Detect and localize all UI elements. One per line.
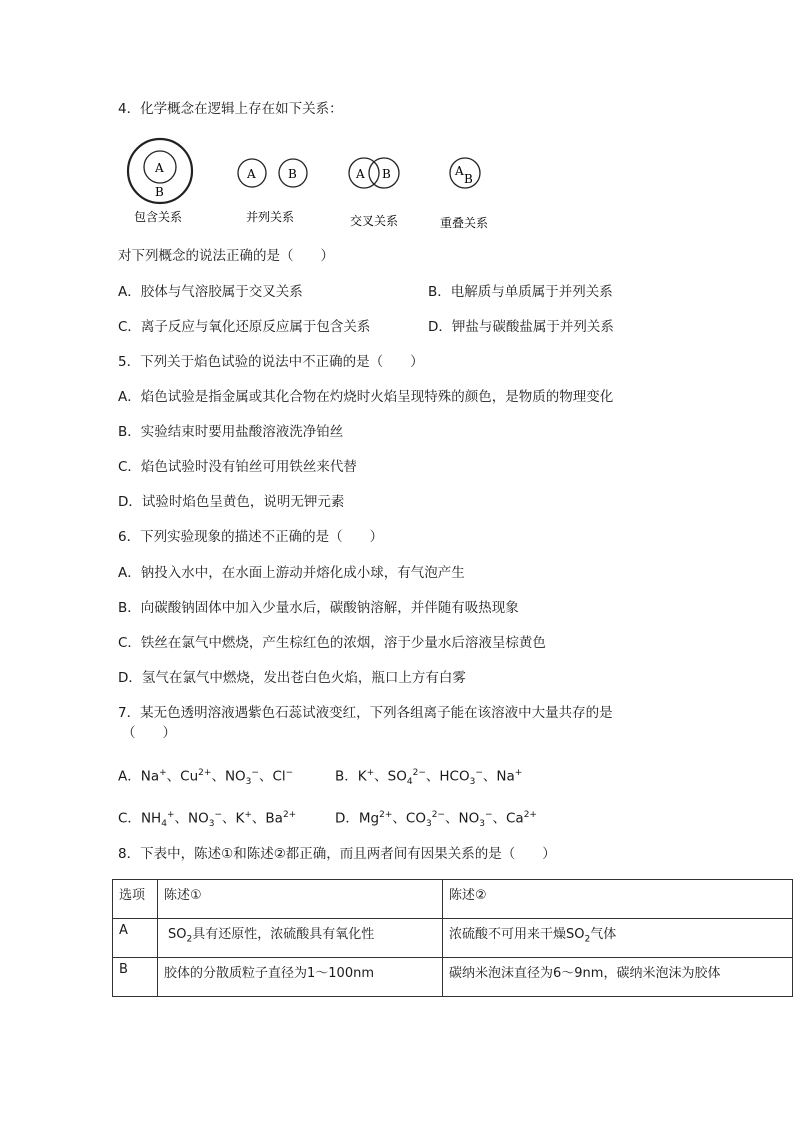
row-b-statement-1: 胶体的分散质粒子直径为1～100nm xyxy=(158,958,443,997)
overlap-a-label: A xyxy=(455,164,464,178)
table-row xyxy=(113,958,793,997)
q5-option-c: C．焰色试验时没有铂丝可用铁丝来代替 xyxy=(118,459,357,475)
row-a-statement-1: $SO_2$具有还原性，浓硫酸具有氧化性 xyxy=(158,919,443,958)
q8-table xyxy=(112,879,793,997)
header-option: 选项 xyxy=(113,880,158,919)
intersection-caption: 交叉关系 xyxy=(350,214,399,228)
table-header-row xyxy=(113,880,793,919)
row-b-statement-2: 碳纳米泡沫直径为6～9nm，碳纳米泡沫为胶体 xyxy=(443,958,793,997)
q6-option-b: B．向碳酸钠固体中加入少量水后，碳酸钠溶解，并伴随有吸热现象 xyxy=(118,600,519,616)
header-statement-1: 陈述① xyxy=(158,880,443,919)
row-a-statement-2: 浓硫酸不可用来干燥$SO_2$气体 xyxy=(443,919,793,958)
overlap-b-label: B xyxy=(464,172,473,186)
q7-option-a: A．Na+、$Cu^{2+}$、$NO_3^-$、Cl− xyxy=(118,768,294,788)
q7-option-d: D．$Mg^{2+}$、$CO_3^{2-}$、$NO_3^-$、$Ca^{2+}$ xyxy=(335,810,537,830)
header-statement-2: 陈述② xyxy=(443,880,793,919)
q5-option-a: A．焰色试验是指金属或其化合物在灼烧时火焰呈现特殊的颜色，是物质的物理变化 xyxy=(118,389,614,405)
q5-option-b: B．实验结束时要用盐酸溶液洗净铂丝 xyxy=(118,424,344,440)
q4-option-b: B．电解质与单质属于并列关系 xyxy=(428,284,613,300)
parallel-a-label: A xyxy=(247,167,256,181)
overlap-caption: 重叠关系 xyxy=(440,216,489,230)
inclusion-diagram xyxy=(128,139,192,224)
q4-question: 对下列概念的说法正确的是（ ） xyxy=(118,248,334,264)
q7-option-b: B．K+、$SO_4^{2-}$、$HCO_3^-$、Na+ xyxy=(335,768,523,788)
q6-option-a: A．钠投入水中，在水面上游动并熔化成小球，有气泡产生 xyxy=(118,565,465,581)
table-row xyxy=(113,919,793,958)
parallel-caption: 并列关系 xyxy=(246,210,295,224)
overlap-diagram xyxy=(440,158,488,230)
intersection-diagram xyxy=(349,158,399,228)
q6-stem: 6．下列实验现象的描述不正确的是（ ） xyxy=(118,529,384,545)
intersection-b-label: B xyxy=(382,167,391,181)
relationship-diagram xyxy=(118,135,518,235)
q7-stem: 7．某无色透明溶液遇紫色石蕊试液变红，下列各组离子能在该溶液中大量共存的是 xyxy=(118,705,613,721)
parallel-b-label: B xyxy=(288,167,297,181)
q4-option-c: C．离子反应与氧化还原反应属于包含关系 xyxy=(118,319,371,335)
q7-stem-paren: （ ） xyxy=(122,725,176,741)
inclusion-caption: 包含关系 xyxy=(134,210,183,224)
q6-option-c: C．铁丝在氯气中燃烧，产生棕红色的浓烟，溶于少量水后溶液呈棕黄色 xyxy=(118,635,546,651)
row-b-option: B xyxy=(113,958,158,997)
parallel-diagram xyxy=(238,159,307,224)
q6-option-d: D．氢气在氯气中燃烧，发出苍白色火焰，瓶口上方有白雾 xyxy=(118,670,466,686)
q5-stem: 5．下列关于焰色试验的说法中不正确的是（ ） xyxy=(118,354,424,370)
intersection-a-label: A xyxy=(356,167,365,181)
inclusion-a-label: A xyxy=(155,161,164,175)
q7-option-c: C．$NH_4^+$、$NO_3^-$、K+、$Ba^{2+}$ xyxy=(118,810,297,830)
q4-stem: 4．化学概念在逻辑上存在如下关系： xyxy=(118,101,343,117)
inclusion-b-label: B xyxy=(155,185,164,199)
q5-option-d: D．试验时焰色呈黄色，说明无钾元素 xyxy=(118,494,345,510)
q8-stem: 8．下表中，陈述①和陈述②都正确，而且两者间有因果关系的是（ ） xyxy=(118,846,556,862)
q4-option-d: D．钾盐与碳酸盐属于并列关系 xyxy=(428,319,614,335)
q4-option-a: A．胶体与气溶胶属于交叉关系 xyxy=(118,284,303,300)
row-a-option: A xyxy=(113,919,158,958)
